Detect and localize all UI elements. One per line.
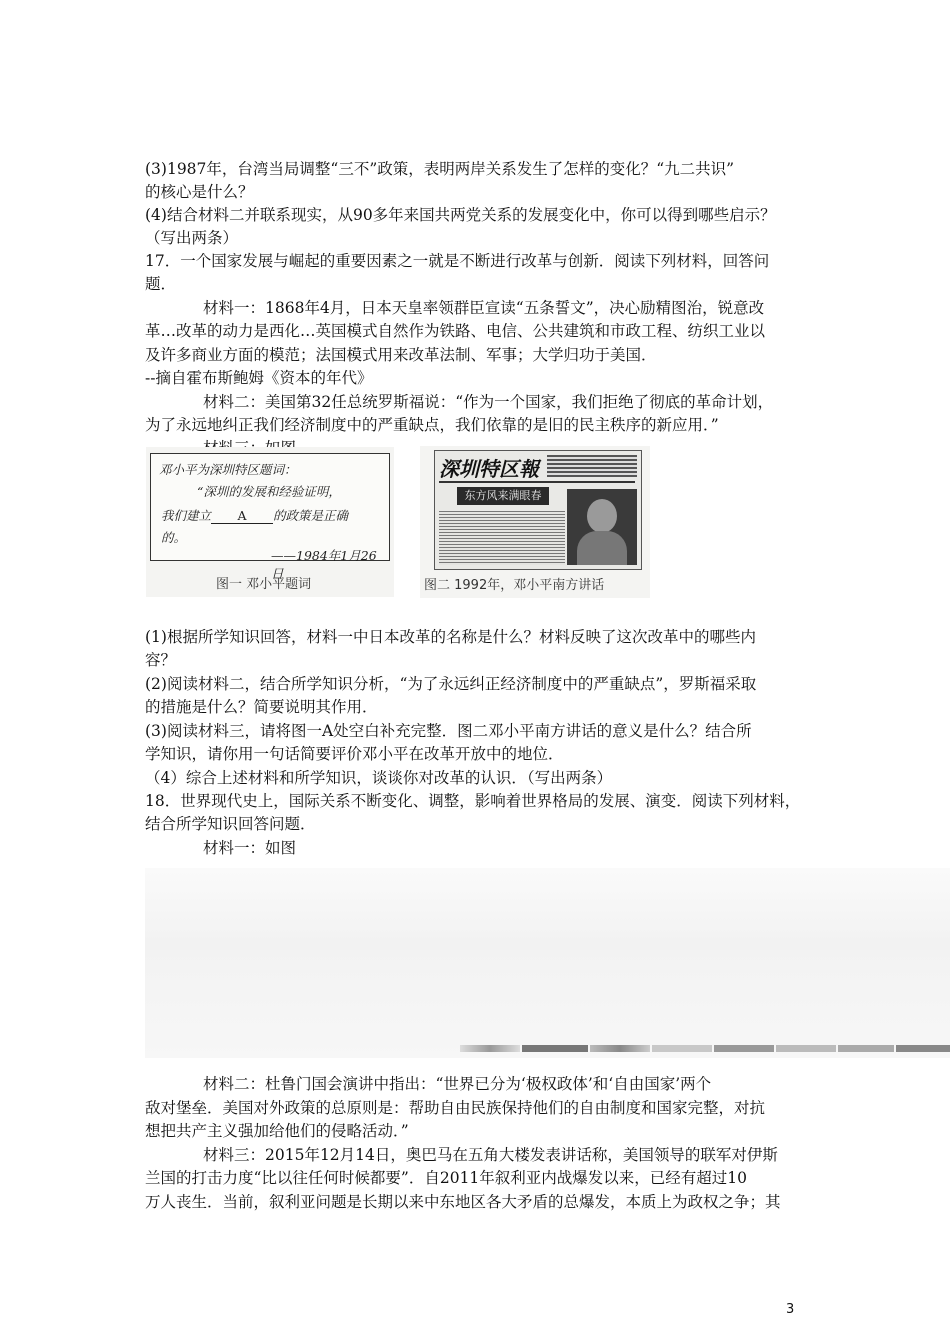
text-line: 兰国的打击力度“比以往任何时候都要”．自2011年叙利亚内战爆发以来，已经有超过10 — [145, 1169, 748, 1187]
material-1-label: 材料一：如图 — [203, 839, 297, 857]
question-17-4: （4）综合上述材料和所学知识，谈谈你对改革的认识．（写出两条） — [145, 769, 613, 787]
inscription-line: 我们建立 A 的政策是正确 — [161, 508, 349, 523]
text-line: （写出两条） — [145, 229, 239, 247]
inscription-date: ——1984年1月26日 — [271, 548, 377, 581]
text-line: 及许多商业方面的模范；法国模式用来改革法制、军事；大学归功于美国． — [145, 346, 657, 364]
text-line: (4)结合材料二并联系现实，从90多年来国共两党关系的发展变化中，你可以得到哪些启示？ — [145, 206, 776, 224]
question-17-1: (1)根据所学知识回答，材料一中日本改革的名称是什么？材料反映了这次改革中的哪些内 — [145, 628, 756, 646]
figure-1-inscription — [146, 447, 394, 597]
newspaper-masthead: 深圳特区報 — [439, 457, 539, 481]
source-citation: --摘自霍布斯鲍姆《资本的年代》 — [145, 369, 373, 387]
inscription-line: 的。 — [161, 530, 187, 545]
inscription-line: 邓小平为深圳特区题词： — [159, 462, 297, 477]
blank-A: A — [211, 508, 273, 524]
deng-photo — [567, 489, 637, 565]
text-line: 想把共产主义强加给他们的侵略活动．” — [145, 1122, 409, 1140]
question-17-2: (2)阅读材料二，结合所学知识分析，“为了永远纠正经济制度中的严重缺点”，罗斯福采取 — [145, 675, 757, 693]
question-17-intro: 17．一个国家发展与崛起的重要因素之一就是不断进行改革与创新．阅读下列材料，回答问 — [145, 252, 770, 270]
text-line: 的核心是什么？ — [145, 183, 254, 201]
material-1: 材料一：1868年4月，日本天皇率领群臣宣读“五条誓文”，决心励精图治，锐意改 — [203, 299, 765, 317]
text-line: 革…改革的动力是西化…英国模式自然作为铁路、电信、公共建筑和市政工程、纺织工业以 — [145, 322, 766, 340]
figure-2-caption: 图二 1992年，邓小平南方讲话 — [424, 578, 605, 593]
text-line: (3)1987年，台湾当局调整“三不”政策，表明两岸关系发生了怎样的变化？“九二共识” — [145, 160, 735, 178]
text-line: 的措施是什么？简要说明其作用． — [145, 698, 378, 716]
text-line: 敌对堡垒．美国对外政策的总原则是：帮助自由民族保持他们的自由制度和国家完整，对抗 — [145, 1099, 766, 1117]
text-line: 结合所学知识回答问题． — [145, 815, 316, 833]
text-line: 学知识，请你用一句话简要评价邓小平在改革开放中的地位． — [145, 745, 564, 763]
text-line: 为了永远地纠正我们经济制度中的严重缺点，我们依靠的是旧的民主秩序的新应用．” — [145, 416, 719, 434]
question-17-3: (3)阅读材料三，请将图一A处空白补充完整．图二邓小平南方讲话的意义是什么？结合所 — [145, 722, 752, 740]
material-2: 材料二：杜鲁门国会演讲中指出：“世界已分为‘极权政体’和‘自由国家’两个 — [203, 1075, 712, 1093]
text-line: 题． — [145, 275, 177, 293]
material-3: 材料三：2015年12月14日，奥巴马在五角大楼发表讲话称，美国领导的联军对伊斯 — [203, 1146, 778, 1164]
question-18-intro: 18．世界现代史上，国际关系不断变化、调整，影响着世界格局的发展、演变．阅读下列材料， — [145, 792, 801, 810]
page-number: 3 — [786, 1302, 795, 1317]
newspaper-headline: 东方风来满眼春 — [457, 487, 549, 505]
inscription-line: “深圳的发展和经验证明， — [197, 484, 341, 499]
text-line: 容？ — [145, 651, 177, 669]
missing-figure-area — [145, 868, 950, 1058]
material-2: 材料二：美国第32任总统罗斯福说：“作为一个国家，我们拒绝了彻底的革命计划， — [203, 393, 774, 411]
figure-1-caption: 图一 邓小平题词 — [216, 577, 312, 592]
text-line: 万人丧生．当前，叙利亚问题是长期以来中东地区各大矛盾的总爆发，本质上为政权之争；其 — [145, 1193, 781, 1211]
figure-2-newspaper — [420, 446, 650, 598]
